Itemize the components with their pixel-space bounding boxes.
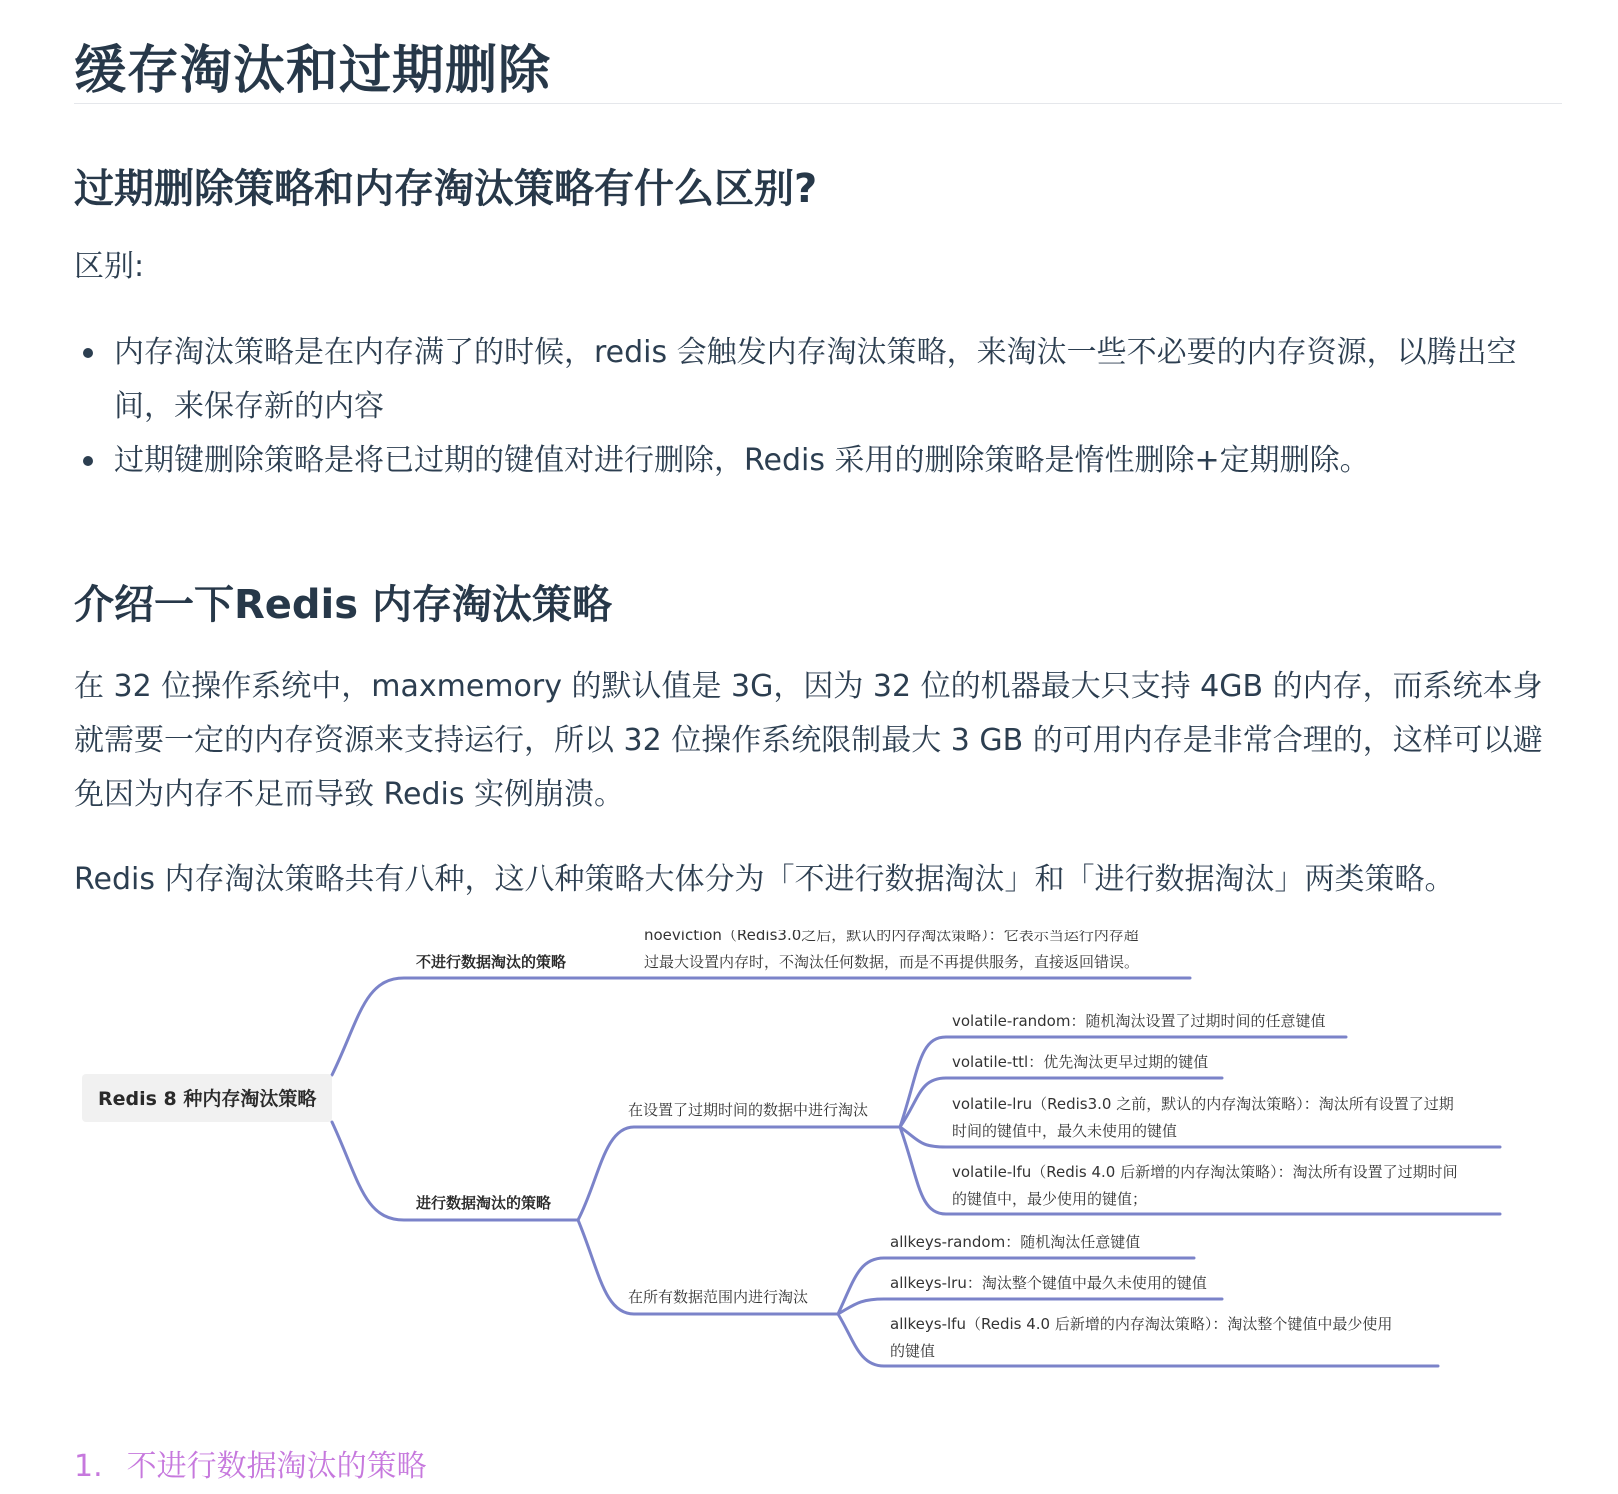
mindmap-svg — [74, 930, 1574, 1410]
volatile-lfu-line2: 的键值中，最少使用的键值； — [952, 1190, 1148, 1208]
title-divider — [74, 103, 1562, 104]
difference-list — [74, 326, 1562, 488]
maxmemory-paragraph: 在 32 位操作系统中，maxmemory 的默认值是 3G，因为 32 位的机器最大只支持 4GB 的内存，而系统本身就需要一定的内存资源来支持运行，所以 32 位操作系统限制最大 3 GB 的可用内存是非常合理的，这样可以避免因为内存不足而导致 Redis 实例崩溃。 — [74, 669, 1543, 812]
leaf-line — [838, 1299, 1222, 1314]
mindmap-root: Redis 8 种内存淘汰策略 — [98, 1088, 317, 1110]
eviction-mindmap — [74, 930, 1574, 1410]
allkeys-lfu-line1: allkeys-lfu（Redis 4.0 后新增的内存淘汰策略）：淘汰整个键值中最少使用 — [890, 1315, 1393, 1333]
sub-allkeys: 在所有数据范围内进行淘汰 — [628, 1288, 809, 1306]
branch-evict: 进行数据淘汰的策略 — [416, 1194, 552, 1212]
sub-line-volatile — [578, 1127, 900, 1220]
noeviction-line1: noeviction（Redis3.0之后，默认的内存淘汰策略）：它表示当运行内存超 — [644, 930, 1139, 944]
next-item-number: 1. — [74, 1449, 103, 1484]
branch-no-evict: 不进行数据淘汰的策略 — [416, 953, 567, 971]
allkeys-random: allkeys-random：随机淘汰任意键值 — [890, 1233, 1141, 1251]
volatile-lfu-line1: volatile-lfu（Redis 4.0 后新增的内存淘汰策略）：淘汰所有设置了过期时间 — [952, 1163, 1458, 1181]
eight-policies-paragraph: Redis 内存淘汰策略共有八种，这八种策略大体分为「不进行数据淘汰」和「进行数据淘汰」两类策略。 — [74, 862, 1455, 897]
allkeys-lru: allkeys-lru：淘汰整个键值中最久未使用的键值 — [890, 1274, 1207, 1292]
list-item: 内存淘汰策略是在内存满了的时候，redis 会触发内存淘汰策略，来淘汰一些不必要的内存资源，以腾出空间，来保存新的内容 — [74, 326, 1562, 434]
volatile-ttl: volatile-ttl：优先淘汰更早过期的键值 — [952, 1053, 1209, 1071]
section-heading-difference: 过期删除策略和内存淘汰策略有什么区别? — [74, 166, 818, 212]
volatile-lru-line1: volatile-lru（Redis3.0 之前，默认的内存淘汰策略）：淘汰所有设置了过期 — [952, 1095, 1454, 1113]
allkeys-lfu-line2: 的键值 — [890, 1342, 936, 1360]
leaf-line — [900, 1037, 1346, 1127]
sub-volatile: 在设置了过期时间的数据中进行淘汰 — [628, 1101, 869, 1119]
noeviction-line2: 过最大设置内存时，不淘汰任何数据，而是不再提供服务，直接返回错误。 — [644, 953, 1140, 971]
page-title: 缓存淘汰和过期删除 — [74, 41, 552, 101]
list-item: 过期键删除策略是将已过期的键值对进行删除，Redis 采用的删除策略是惰性删除+定期删除。 — [74, 434, 1562, 488]
difference-intro: 区别: — [74, 249, 145, 284]
section-heading-eviction: 介绍一下Redis 内存淘汰策略 — [74, 582, 613, 628]
volatile-lru-line2: 时间的键值中，最久未使用的键值 — [952, 1122, 1178, 1140]
next-list-item[interactable] — [74, 1440, 1562, 1494]
volatile-random: volatile-random：随机淘汰设置了过期时间的任意键值 — [952, 1012, 1326, 1030]
next-item-label: 不进行数据淘汰的策略 — [126, 1449, 427, 1484]
